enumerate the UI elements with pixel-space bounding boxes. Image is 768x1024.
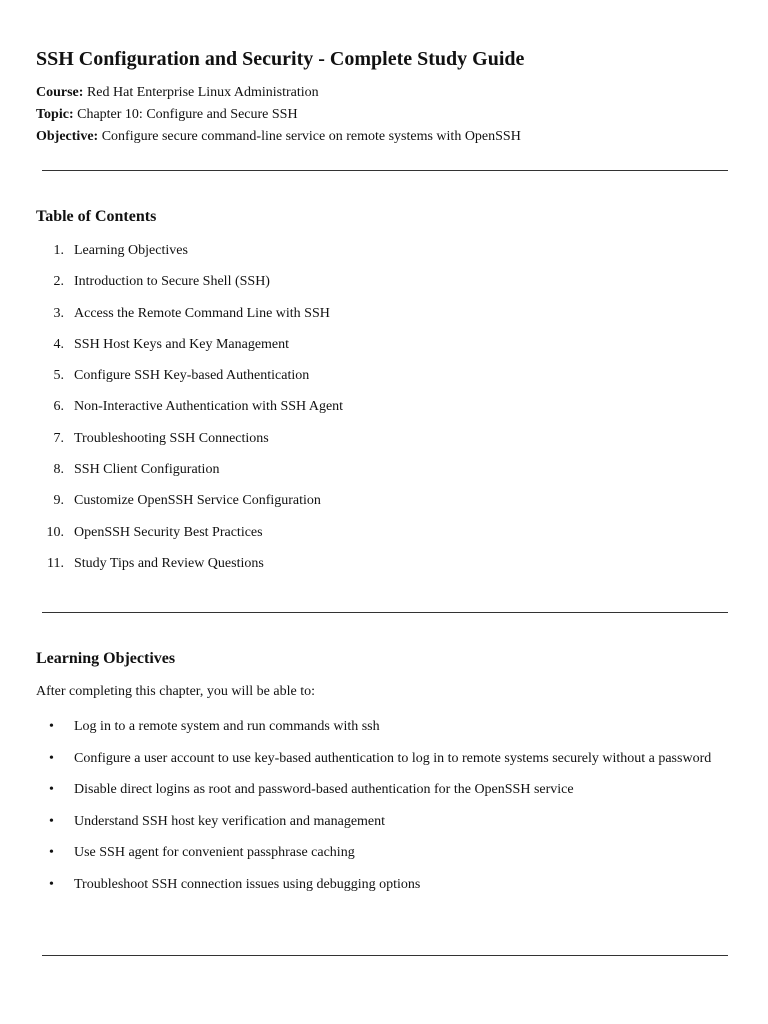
toc-item-label: Troubleshooting SSH Connections	[74, 430, 269, 446]
bullet-icon: •	[49, 845, 54, 860]
objective-value: Configure secure command-line service on remote systems with OpenSSH	[101, 129, 521, 144]
toc-item[interactable]	[36, 335, 726, 355]
toc-item-number: 9.	[53, 493, 64, 509]
document-page	[36, 44, 732, 892]
toc-item-label: Introduction to Secure Shell (SSH)	[74, 274, 270, 290]
toc-item-number: 2.	[53, 274, 64, 290]
bullet-icon: •	[49, 813, 54, 829]
toc-item[interactable]	[36, 241, 726, 261]
list-item	[36, 715, 726, 739]
list-item	[36, 778, 726, 802]
toc-item-number: 5.	[53, 368, 64, 384]
bullet-icon: •	[49, 876, 54, 892]
toc-item[interactable]	[36, 366, 726, 386]
document-meta	[36, 82, 732, 148]
toc-item[interactable]	[36, 554, 726, 574]
toc-item-label: Access the Remote Command Line with SSH	[74, 305, 330, 321]
toc-item-label: SSH Client Configuration	[74, 462, 220, 478]
toc-item-number: 11.	[47, 555, 64, 571]
list-item	[36, 873, 726, 897]
objectives-heading: Learning Objectives	[36, 650, 176, 667]
toc-item[interactable]	[36, 429, 726, 449]
list-item	[36, 747, 726, 771]
list-item-text: Use SSH agent for convenient passphrase caching	[74, 845, 355, 860]
toc-list	[36, 241, 726, 585]
list-item-text: Log in to a remote system and run commands with ssh	[74, 719, 380, 734]
bullet-icon: •	[49, 782, 54, 797]
toc-item-label: Learning Objectives	[74, 243, 188, 258]
course-label: Course:	[36, 85, 84, 100]
toc-item-label: Non-Interactive Authentication with SSH Agent	[74, 399, 344, 415]
list-item-text: Troubleshoot SSH connection issues using debugging options	[74, 876, 421, 892]
toc-item[interactable]	[36, 272, 726, 292]
list-item	[36, 810, 726, 834]
toc-item-number: 3.	[53, 305, 64, 321]
list-item	[36, 841, 726, 865]
bullet-icon: •	[49, 719, 54, 734]
list-item-text: Disable direct logins as root and password-based authentication for the OpenSSH service	[74, 782, 574, 797]
toc-item-label: Study Tips and Review Questions	[74, 555, 264, 571]
course-value: Red Hat Enterprise Linux Administration	[86, 85, 319, 100]
toc-item-label: Configure SSH Key-based Authentication	[74, 368, 310, 384]
divider-1	[42, 170, 728, 171]
toc-item[interactable]	[36, 304, 726, 324]
toc-item-number: 10.	[46, 524, 64, 540]
toc-item-number: 7.	[53, 430, 64, 446]
toc-item[interactable]	[36, 491, 726, 511]
objectives-list	[36, 715, 726, 904]
course-line	[36, 82, 732, 104]
toc-item[interactable]	[36, 397, 726, 417]
objectives-intro: After completing this chapter, you will be able to:	[36, 684, 315, 699]
objective-label: Objective:	[36, 129, 99, 144]
list-item-text: Understand SSH host key verification and management	[74, 813, 386, 829]
toc-item[interactable]	[36, 460, 726, 480]
toc-item-number: 6.	[53, 399, 64, 415]
page-title: SSH Configuration and Security - Complete Study Guide	[36, 48, 525, 70]
toc-item-label: SSH Host Keys and Key Management	[74, 336, 290, 352]
toc-item-number: 4.	[53, 336, 64, 352]
toc-heading: Table of Contents	[36, 208, 157, 225]
list-item-text: Configure a user account to use key-based authentication to log in to remote systems securely without a password	[74, 750, 712, 766]
topic-line	[36, 104, 732, 126]
divider-2	[42, 612, 728, 613]
toc-item[interactable]	[36, 523, 726, 543]
bullet-icon: •	[49, 750, 54, 766]
toc-item-number: 1.	[53, 243, 64, 258]
toc-item-label: Customize OpenSSH Service Configuration	[74, 493, 321, 509]
toc-item-label: OpenSSH Security Best Practices	[74, 524, 263, 540]
toc-item-number: 8.	[53, 462, 64, 478]
topic-value: Chapter 10: Configure and Secure SSH	[77, 107, 298, 122]
divider-3	[42, 955, 728, 956]
topic-label: Topic:	[36, 107, 74, 122]
objective-line	[36, 126, 732, 148]
